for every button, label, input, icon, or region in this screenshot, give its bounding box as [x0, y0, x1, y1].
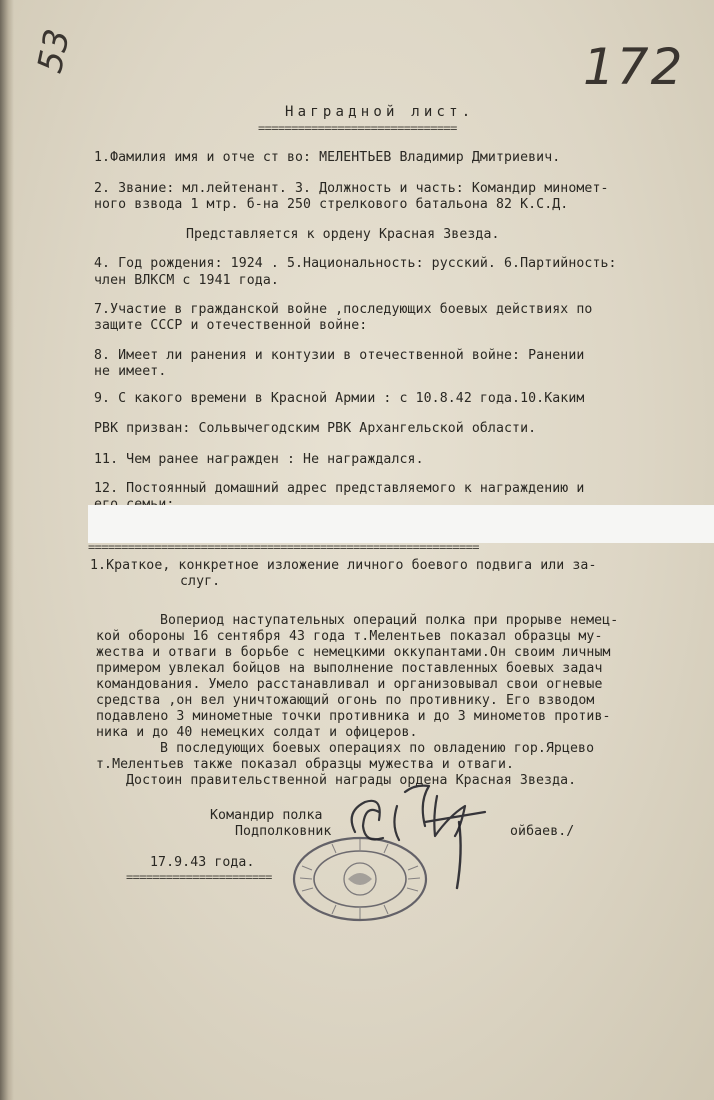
handwritten-sheet-number: 172 — [583, 38, 685, 96]
feat-line: ника и до 40 немецких солдат и офицеров. — [96, 725, 418, 740]
signed-prefix: Подполковник — [235, 824, 332, 839]
date-underline: ====================== — [126, 870, 272, 884]
commander-title: Командир полка — [210, 808, 323, 823]
feat-line: подавлено 3 минометные точки противника и до 3 минометов против- — [96, 709, 611, 724]
handwritten-archive-number: 53 — [30, 25, 79, 77]
field-party: член ВЛКСМ с 1941 года. — [94, 273, 279, 288]
page-edge — [0, 0, 14, 1100]
field-wounds-cont: не имеет. — [94, 364, 167, 379]
feat-line: Достоин правительственной награды ордена Красная Звезда. — [126, 773, 577, 788]
title-underline: ============================== — [258, 121, 457, 135]
document-title: Наградной лист. — [285, 104, 475, 120]
field-rank-position: 2. Звание: мл.лейтенант. 3. Должность и часть: Командир миномет- — [94, 181, 609, 196]
field-name: 1.Фамилия имя и отче ст во: МЕЛЕНТЬЕВ Владимир Дмитриевич. — [94, 150, 561, 165]
feat-line: командования. Умело расстанавливал и организовывал свои огневые — [96, 677, 603, 692]
feat-line: примером увлекал бойцов на выполнение поставленных боевых задач — [96, 661, 603, 676]
feat-line: т.Мелентьев также показал образцы мужества и отваги. — [96, 757, 515, 772]
feat-line: Вопериод наступательных операций полка при прорыве немец- — [160, 613, 619, 628]
feat-line: В последующих боевых операциях по овладению гор.Ярцево — [160, 741, 595, 756]
section-separator: =========================================================== — [88, 540, 479, 554]
document-date: 17.9.43 года. — [150, 855, 255, 870]
feat-heading-cont: слуг. — [180, 574, 221, 589]
field-birth-nationality: 4. Год рождения: 1924 . 5.Национальность: русский. 6.Партийность: — [94, 256, 617, 271]
field-service-start: 9. С какого времени в Красной Армии : с 10.8.42 года.10.Каким — [94, 391, 585, 406]
feat-line: средства ,он вел уничтожающий огонь по противнику. Его взводом — [96, 693, 595, 708]
field-address: 12. Постоянный домашний адрес представляемого к награждению и — [94, 481, 585, 496]
field-participation: 7.Участие в гражданской войне ,последующих боевых действиях по — [94, 302, 593, 317]
feat-line: жества и отваги в борьбе с немецкими оккупантами.Он своим личным — [96, 645, 611, 660]
field-previous-awards: 11. Чем ранее награжден : Не награждался. — [94, 452, 424, 467]
field-rank-position-cont: ного взвода 1 мтр. б-на 250 стрелкового батальона 82 К.С.Д. — [94, 197, 569, 212]
feat-line: кой обороны 16 сентября 43 года т.Мелентьев показал образцы му- — [96, 629, 603, 644]
redaction-box — [88, 505, 714, 543]
feat-heading: 1.Краткое, конкретное изложение личного боевого подвига или за- — [90, 558, 597, 573]
field-wounds: 8. Имеет ли ранения и контузии в отечественной войне: Ранении — [94, 348, 585, 363]
signed-suffix: ойбаев./ — [510, 824, 575, 839]
field-participation-cont: защите СССР и отечественной войне: — [94, 318, 368, 333]
field-drafted-by: РВК призван: Сольвычегодским РВК Архангельской области. — [94, 421, 537, 436]
field-nominated-for: Представляется к ордену Красная Звезда. — [186, 227, 500, 242]
commander-signature — [335, 782, 495, 892]
